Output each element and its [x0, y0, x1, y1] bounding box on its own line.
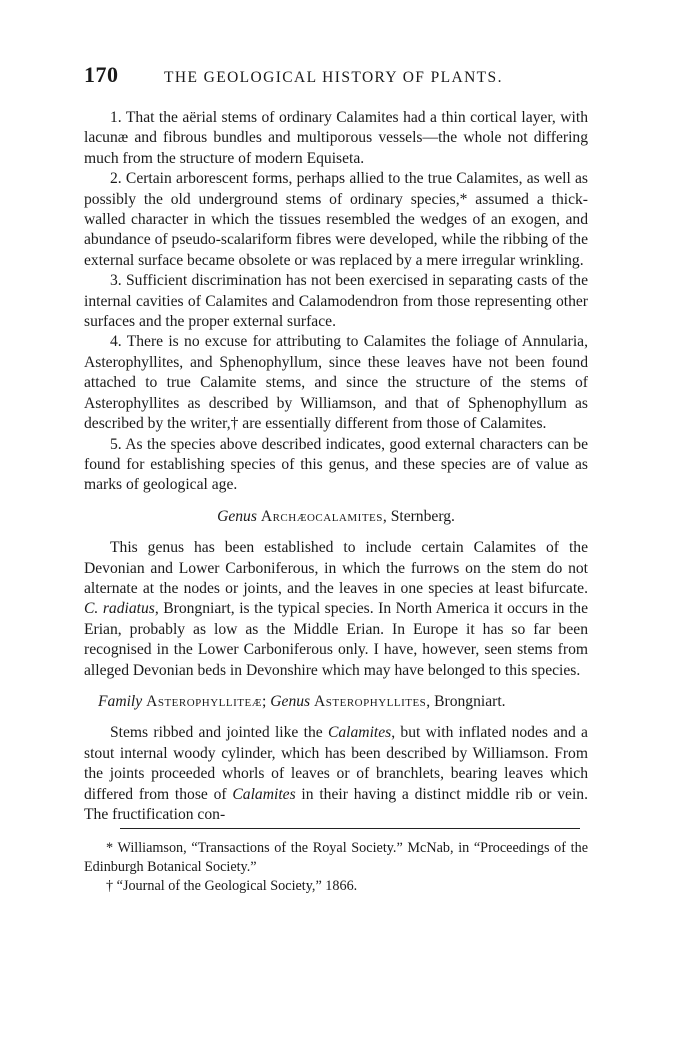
genus-heading [84, 507, 588, 527]
paragraph-point-3: 3. Sufficient discrimination has not been exercised in separating casts of the internal cavities of Calamites and Calamodendron from those representing other surfaces and the proper external surface. [84, 272, 588, 331]
family-genus-name: Asterophyllites [314, 692, 427, 710]
paragraph-point-2: 2. Certain arborescent forms, perhaps allied to the true Calamites, as well as possibly the old underground stems of ordinary species,* assumed a thick-walled character in which the tissues resembled the wedges of an exogen, and abundance of pseudo-scalariform fibres were developed, while the ribbing of the external surface became obsolete or was replaced by a mere irregular wrinkling. [84, 170, 588, 269]
genus-paragraph-text-2: , Brongniart, is the typical species. In North America it occurs in the Erian, probably as low as the Middle Erian. In Europe it has so far been recognised in the Lower Carboniferous only. I have, however, seen stems from alleged Devonian beds in Devonshire which may have belonged to this species. [84, 600, 588, 679]
genus-prefix: Genus [217, 507, 257, 525]
family-paragraph-text-3: in their having a distinct middle rib or vein. The fructification con- [84, 785, 588, 823]
genus-calamites-ref: Calamites [232, 785, 296, 803]
family-paragraph-text-1: Stems ribbed and jointed like the [110, 724, 328, 742]
genus-paragraph-text-1: This genus has been established to include certain Calamites of the Devonian and Lower Carboniferous, in which the furrows on the stem do not alternate at the nodes or joints, and the leaves in one species at least bifurcate. [84, 539, 588, 597]
book-page [84, 62, 588, 895]
page-number: 170 [84, 62, 119, 87]
footnote-star: * Williamson, “Transactions of the Royal Society.” McNab, in “Proceedings of the Edinburgh Botanical Society.” [84, 840, 588, 875]
page-header [84, 62, 588, 88]
family-paragraph-text-2: , but with inflated nodes and a stout internal woody cylinder, which has been described by Williamson. From the joints proceeded whorls of leaves or of branchlets, bearing leaves which differed from those of [84, 724, 588, 803]
family-name: Asterophylliteæ [146, 692, 263, 710]
paragraph-point-5: 5. As the species above described indicates, good external characters can be found for establishing species of this genus, and these species are of value as marks of geological age. [84, 435, 588, 494]
family-prefix: Family [98, 692, 143, 710]
family-separator: ; [262, 692, 267, 710]
genus-author: , Sternberg. [382, 507, 455, 525]
family-heading [84, 692, 588, 712]
paragraph-point-4: 4. There is no excuse for attributing to Calamites the foliage of Annularia, Asterophyllites, and Sphenophyllum, since these leaves have not been found attached to true Calamite stems, and since the structure of the stems of Asterophyllites as described by Williamson, and that of Sphenophyllum as described by the writer,† are essentially different from those of Calamites. [84, 333, 588, 433]
genus-paragraph [84, 538, 588, 681]
family-paragraph [84, 723, 588, 825]
paragraph-point-1: 1. That the aërial stems of ordinary Calamites had a thin cortical layer, with lacunæ and fibrous bundles and multiporous vessels—the whole not differing much from the structure of modern Equiseta. [84, 109, 588, 167]
family-genus-author: , Brongniart. [426, 692, 506, 710]
species-name: C. radiatus [84, 600, 155, 618]
genus-calamites-ref: Calamites [327, 724, 392, 742]
footnote-dagger: † “Journal of the Geological Society,” 1866. [106, 877, 358, 894]
footnote-rule [120, 828, 580, 829]
running-title: THE GEOLOGICAL HISTORY OF PLANTS. [164, 69, 503, 86]
genus-name: Archæocalamites [260, 507, 383, 525]
family-genus-prefix: Genus [270, 692, 311, 710]
